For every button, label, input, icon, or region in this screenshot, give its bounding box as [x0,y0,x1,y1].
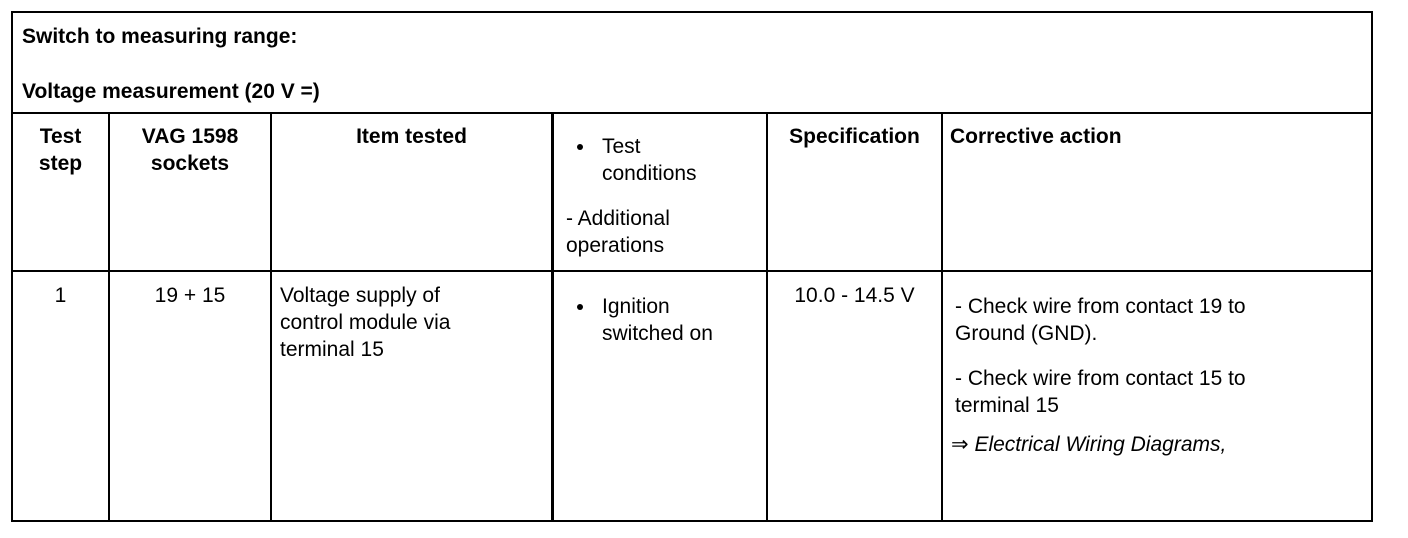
row-specification: 10.0 - 14.5 V [794,284,915,307]
col-header-specification: Specification [789,125,920,148]
col-header-corrective-action: Corrective action [950,125,1122,148]
voltage-measurement-label: Voltage measurement (20 V =) [22,80,320,103]
row-item-tested: Voltage supply of control module via terminal 15 [280,284,451,361]
measurement-table [11,11,1373,522]
col-header-additional-operations: - Additional operations [566,207,670,257]
bullet-icon [577,144,583,150]
wiring-diagram-link[interactable]: Electrical Wiring Diagrams, [974,433,1227,456]
arrow-right-icon: ⇒ [951,433,969,456]
col-header-item-tested: Item tested [356,125,467,148]
row-divider [13,270,1371,272]
row-action-1: - Check wire from contact 19 to Ground (GND). [955,295,1246,345]
row-action-2: - Check wire from contact 15 to terminal 15 [955,367,1246,417]
column-divider [551,114,554,520]
row-test-step: 1 [54,284,67,307]
wiring-diagram-reference[interactable] [951,431,1226,458]
table-header-section [13,13,1371,114]
measuring-range-title: Switch to measuring range: [22,25,298,48]
row-sockets: 19 + 15 [154,284,226,307]
column-divider [270,114,272,520]
column-divider [941,114,943,520]
row-test-condition: Ignition switched on [602,295,713,345]
col-header-test-conditions: Test conditions [602,135,697,185]
col-header-test-step: Test step [38,125,83,175]
bullet-icon [577,304,583,310]
column-divider [766,114,768,520]
col-header-sockets: VAG 1598 sockets [141,125,239,175]
